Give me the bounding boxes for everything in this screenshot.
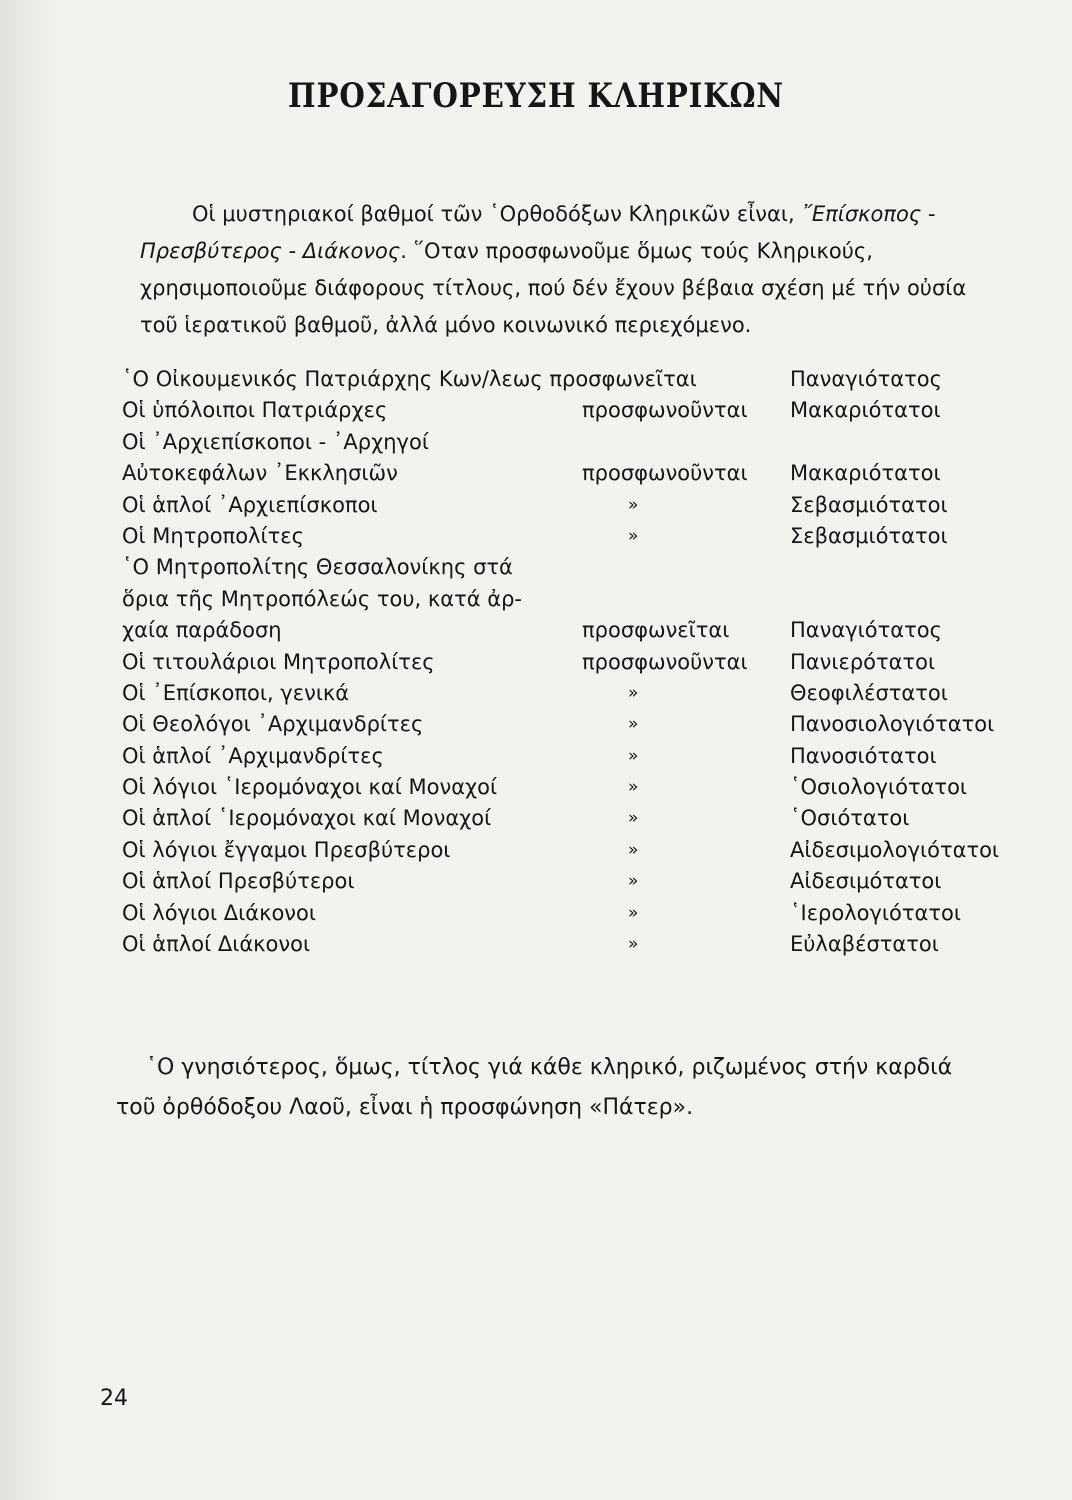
row-title: Πανοσιότατοι — [790, 743, 937, 768]
intro-text-1: Οἱ μυστηριακοί βαθμοί τῶν ῾Ορθοδόξων Κληρικῶν εἶναι, — [192, 202, 802, 226]
row-ditto-mark: » — [628, 808, 639, 829]
table-row — [122, 741, 1002, 772]
titles-table — [122, 364, 1002, 960]
row-name: χαία παράδοση — [122, 618, 282, 643]
table-row — [122, 772, 1002, 803]
table-row — [122, 615, 1002, 646]
row-title: ῾Οσιολογιότατοι — [790, 775, 968, 800]
row-name: Οἱ λόγιοι Διάκονοι — [122, 900, 316, 925]
row-title: Παναγιότατος — [790, 367, 942, 391]
intro-italic-ranks: ῎Επίσκοπος - Πρεσβύτερος - Διάκονος — [140, 202, 936, 263]
row-verb: προσφωνοῦνται — [582, 461, 748, 486]
row-ditto-mark: » — [628, 525, 639, 546]
conclusion-text: ῾Ο γνησιότερος, ὅμως, τίτλος γιά κάθε κληρικό, ριζωμένος στήν καρδιά τοῦ ὀρθόδοξου Λαοῦ, εἶναι ἡ προσφώνηση «Πάτερ». — [116, 1055, 953, 1120]
row-title: Πανοσιολογιότατοι — [790, 712, 995, 737]
row-name: ὅρια τῆς Μητροπόλεώς του, κατά ἀρ- — [122, 586, 522, 611]
row-name: Οἱ ἁπλοί ῾Ιερομόναχοι καί Μοναχοί — [122, 806, 492, 831]
row-title: Σεβασμιότατοι — [790, 492, 948, 517]
row-name: Οἱ τιτουλάριοι Μητροπολίτες — [122, 649, 435, 674]
table-row — [122, 835, 1002, 866]
row-name: Οἱ ὑπόλοιποι Πατριάρχες — [122, 398, 388, 423]
table-row — [122, 803, 1002, 834]
page-number: 24 — [100, 1386, 128, 1411]
row-ditto-mark: » — [628, 839, 639, 860]
row-name: Οἱ λόγιοι ἔγγαμοι Πρεσβύτεροι — [122, 837, 451, 862]
row-name: ῾Ο Οἰκουμενικός Πατριάρχης Κων/λεως προσφωνεῖται — [122, 367, 697, 391]
row-title: Πανιερότατοι — [790, 649, 936, 674]
intro-paragraph — [140, 196, 972, 344]
table-row — [122, 490, 1002, 521]
row-title: Μακαριότατοι — [790, 461, 941, 486]
row-name: Οἱ ἁπλοί Διάκονοι — [122, 932, 311, 957]
row-ditto-mark: » — [628, 777, 639, 798]
row-verb: προσφωνοῦνται — [582, 649, 748, 674]
table-row — [122, 458, 1002, 489]
row-name: Οἱ ἁπλοί ᾿Αρχιεπίσκοποι — [122, 492, 378, 517]
row-name: Οἱ λόγιοι ῾Ιερομόναχοι καί Μοναχοί — [122, 775, 498, 800]
row-title: ῾Ιερολογιότατοι — [790, 900, 961, 925]
row-name: Οἱ Μητροπολίτες — [122, 523, 304, 548]
table-row — [122, 427, 1002, 458]
row-title: Μακαριότατοι — [790, 398, 941, 423]
row-name: ῾Ο Μητροπολίτης Θεσσαλονίκης στά — [122, 555, 513, 580]
row-verb: προσφωνοῦνται — [582, 398, 748, 423]
row-title: ῾Οσιότατοι — [790, 806, 910, 831]
row-ditto-mark: » — [628, 745, 639, 766]
row-ditto-mark: » — [628, 714, 639, 735]
page-edge-shadow — [0, 0, 60, 1500]
row-title: Αἰδεσιμότατοι — [790, 869, 942, 894]
row-ditto-mark: » — [628, 494, 639, 515]
table-row — [122, 364, 1002, 395]
row-ditto-mark: » — [628, 902, 639, 923]
table-row — [122, 395, 1002, 426]
row-name: Οἱ ἁπλοί ᾿Αρχιμανδρίτες — [122, 743, 384, 768]
table-row — [122, 709, 1002, 740]
table-row — [122, 584, 1002, 615]
table-row — [122, 552, 1002, 583]
table-row — [122, 678, 1002, 709]
row-name: Οἱ ᾿Επίσκοποι, γενικά — [122, 680, 350, 705]
row-title: Θεοφιλέστατοι — [790, 680, 948, 705]
row-name: Οἱ ἁπλοί Πρεσβύτεροι — [122, 869, 355, 894]
row-title: Αἰδεσιμολογιότατοι — [790, 837, 1000, 862]
table-row — [122, 866, 1002, 897]
table-row — [122, 647, 1002, 678]
row-title: Παναγιότατος — [790, 618, 942, 643]
row-name: Οἱ Θεολόγοι ᾿Αρχιμανδρίτες — [122, 712, 424, 737]
row-title: Σεβασμιότατοι — [790, 523, 948, 548]
row-ditto-mark: » — [628, 871, 639, 892]
table-row — [122, 521, 1002, 552]
page-title: ΠΡΟΣΑΓΟΡΕΥΣΗ ΚΛΗΡΙΚΩΝ — [288, 76, 784, 116]
row-name: Οἱ ᾿Αρχιεπίσκοποι - ᾿Αρχηγοί — [122, 429, 429, 454]
row-title: Εὐλαβέστατοι — [790, 932, 939, 957]
conclusion-paragraph — [116, 1048, 956, 1128]
table-row — [122, 898, 1002, 929]
intro-text-2: . ῞Οταν προσφωνοῦμε ὅμως τούς Κληρικούς, χρησιμοποιοῦμε διάφορους τίτλους, πού δέν ἔχουν βέβαια σχέση μέ τήν οὐσία τοῦ ἱερατικοῦ βαθμοῦ, ἀλλά μόνο κοινωνικό περιεχόμενο. — [140, 239, 967, 337]
row-name: Αὐτοκεφάλων ᾿Εκκλησιῶν — [122, 461, 398, 486]
row-verb: προσφωνεῖται — [582, 618, 730, 643]
row-ditto-mark: » — [628, 934, 639, 955]
table-row — [122, 929, 1002, 960]
row-ditto-mark: » — [628, 682, 639, 703]
